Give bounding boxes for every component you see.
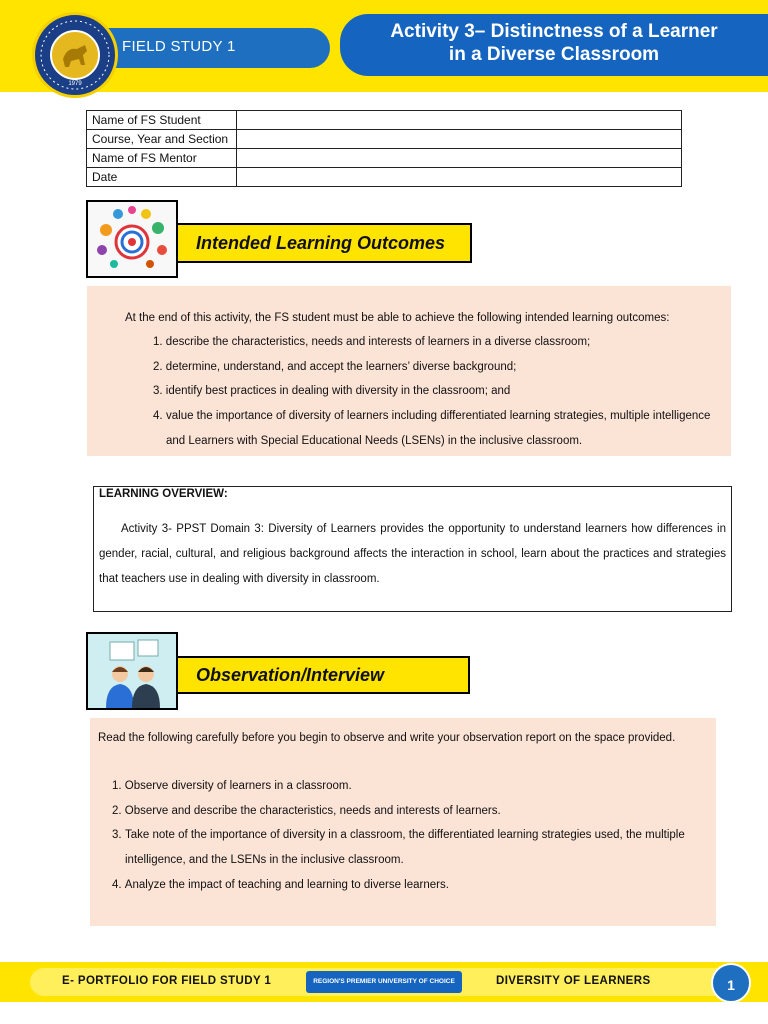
footer-left-text: E- PORTFOLIO FOR FIELD STUDY 1 (62, 975, 272, 987)
list-number: 2. (153, 361, 166, 373)
list-number: 4. (112, 879, 125, 891)
student-info-table (86, 110, 682, 187)
page-title (340, 20, 768, 66)
overview-body: Activity 3- PPST Domain 3: Diversity of Learners provides the opportunity to understand learners how differences in gender, racial, cultural, and religious background affects the interaction in school, learn about the practices and strategies that teachers use in dealing with diversity in classroom. (99, 523, 726, 585)
list-item-text: determine, understand, and accept the learners’ diverse background; (165, 361, 517, 373)
list-item-text: identify best practices in dealing with diversity in the classroom; and (165, 385, 511, 397)
list-number: 3. (112, 829, 122, 841)
list-item (112, 873, 702, 898)
list-number: 3. (153, 385, 166, 397)
footer-right-text: DIVERSITY OF LEARNERS (496, 975, 651, 987)
table-cell-label: Name of FS Mentor (87, 149, 237, 168)
svg-text:1979: 1979 (68, 81, 82, 87)
list-item-text: describe the characteristics, needs and interests of learners in a diverse classroom; (165, 336, 591, 348)
list-item-text: Analyze the impact of teaching and learning to diverse learners. (124, 879, 449, 891)
university-seal-logo (32, 12, 118, 98)
course-label: FIELD STUDY 1 (122, 38, 236, 55)
ilo-intro: At the end of this activity, the FS student must be able to achieve the following intended learning outcomes: (125, 312, 670, 324)
table-cell-value[interactable] (237, 111, 682, 130)
list-item (112, 774, 702, 799)
observation-intro: Read the following carefully before you begin to observe and write your observation report on the space provided. (98, 732, 676, 744)
page-number: 1 (711, 963, 751, 1003)
list-item (112, 823, 702, 872)
list-number: 2. (112, 805, 125, 817)
table-cell-label: Name of FS Student (87, 111, 237, 130)
table-row (87, 130, 682, 149)
list-number: 1. (112, 780, 125, 792)
table-cell-value[interactable] (237, 168, 682, 187)
list-item (112, 799, 702, 824)
table-cell-value[interactable] (237, 130, 682, 149)
list-item (153, 355, 713, 380)
table-row (87, 149, 682, 168)
seal-ring-icon (35, 15, 115, 95)
footer-tagline: REGION'S PREMIER UNIVERSITY OF CHOICE (306, 971, 462, 993)
page-header (0, 0, 768, 92)
list-item-text: Take note of the importance of diversity in a classroom, the differentiated learning strategies used, the multiple intelligence, and the LSENs in the inclusive classroom. (125, 829, 685, 866)
table-cell-value[interactable] (237, 149, 682, 168)
list-number: 4. (153, 410, 163, 422)
learning-overview-box (93, 486, 732, 612)
title-line-2: in a Diverse Classroom (448, 44, 660, 65)
section-heading-ilo: Intended Learning Outcomes (176, 223, 472, 263)
table-row (87, 168, 682, 187)
list-item-text: Observe and describe the characteristics, needs and interests of learners. (124, 805, 501, 817)
section-heading-observation: Observation/Interview (176, 656, 470, 694)
title-line-1: Activity 3– Distinctness of a Learner (390, 21, 718, 42)
list-number: 1. (153, 336, 166, 348)
list-item (153, 404, 713, 453)
observation-interview-icon (86, 632, 178, 710)
observation-content-box (90, 718, 716, 926)
ilo-content-box (87, 286, 731, 456)
learning-outcomes-icon (86, 200, 178, 278)
table-cell-label: Date (87, 168, 237, 187)
table-row (87, 111, 682, 130)
table-cell-label: Course, Year and Section (87, 130, 237, 149)
list-item (153, 379, 713, 404)
list-item-text: value the importance of diversity of learners including differentiated learning strategies, multiple intelligence and Learners with Special Educational Needs (LSENs) in the inclusive classroom. (166, 410, 711, 447)
overview-heading: LEARNING OVERVIEW: (99, 488, 228, 500)
list-item-text: Observe diversity of learners in a classroom. (124, 780, 352, 792)
list-item (153, 330, 713, 355)
